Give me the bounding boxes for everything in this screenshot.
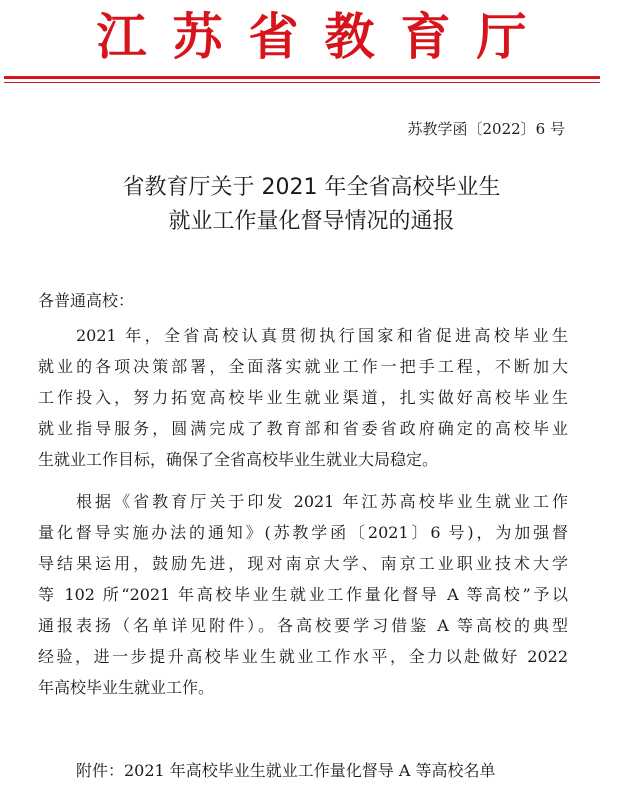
masthead-rule-thin [4,82,600,83]
paragraph-line: 年高校毕业生就业工作。 [38,678,215,697]
paragraph-line: 等 102 所“2021 年高校毕业生就业工作量化督导 A 等高校”予以 [38,585,568,604]
masthead-rule-thick [4,76,600,79]
paragraph-line: 量化督导实施办法的通知》(苏教学函〔2021〕6 号)，为加强督 [38,523,568,542]
document-number: 苏教学函〔2022〕6 号 [407,120,565,138]
paragraph-line: 就业的各项决策部署，全面落实就业工作一把手工程，不断加大 [38,357,568,376]
attachment-note: 附件：2021 年高校毕业生就业工作量化督导 A 等高校名单 [76,761,496,780]
paragraph-line: 工作投入，努力拓宽高校毕业生就业渠道，扎实做好高校毕业生 [38,388,568,407]
document-title-line-1: 省教育厅关于 2021 年全省高校毕业生 [122,175,501,200]
paragraph-line: 生就业工作目标，确保了全省高校毕业生就业大局稳定。 [38,450,439,469]
paragraph-line: 就业指导服务，圆满完成了教育部和省委省政府确定的高校毕业 [38,419,568,438]
paragraph-line: 通报表扬（名单详见附件）。各高校要学习借鉴 A 等高校的典型 [38,616,568,635]
body-paragraph-2 [38,486,568,703]
document-title-line-2: 就业工作量化督导情况的通报 [168,209,455,234]
paragraph-line: 导结果运用，鼓励先进，现对南京大学、南京工业职业技术大学 [38,554,568,573]
masthead-org-name: 江苏省教育厅 [96,7,553,66]
body-paragraph-1 [38,320,568,475]
paragraph-line: 根据《省教育厅关于印发 2021 年江苏高校毕业生就业工作 [76,492,568,511]
paragraph-line: 2021 年，全省高校认真贯彻执行国家和省促进高校毕业生 [76,326,568,345]
paragraph-line: 经验，进一步提升高校毕业生就业工作水平，全力以赴做好 2022 [38,647,568,666]
salutation: 各普通高校： [38,291,135,310]
